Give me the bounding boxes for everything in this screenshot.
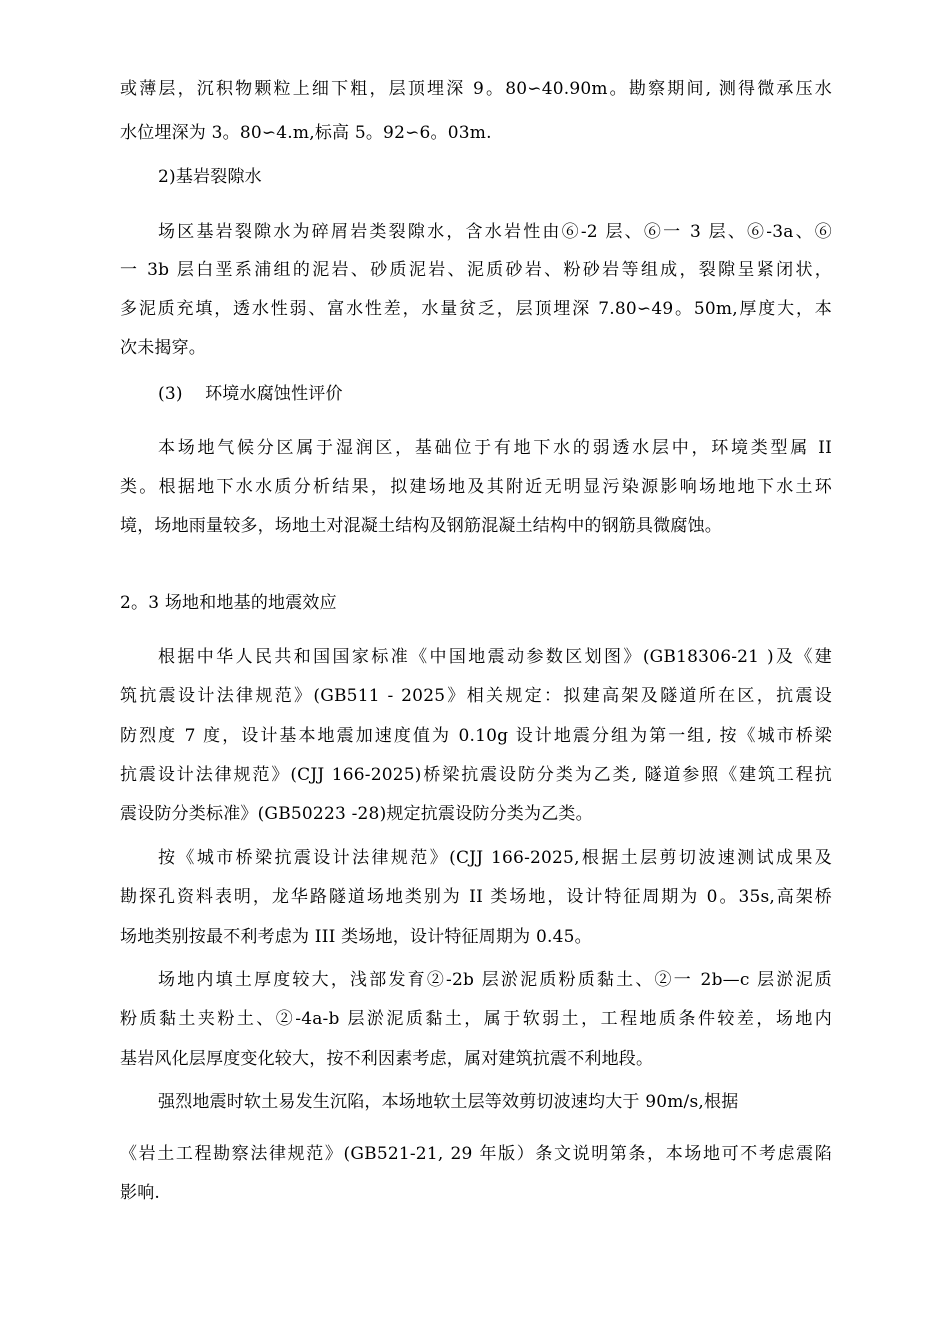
paragraph-line: 勘探孔资料表明，龙华路隧道场地类别为 II 类场地，设计特征周期为 0。35s,高架桥 (120, 887, 832, 907)
paragraph-line: 场地内填土厚度较大，浅部发育②-2b 层淤泥质粉质黏土、②一 2b—c 层淤泥质 (158, 970, 832, 990)
paragraph-line: 本场地气候分区属于湿润区，基础位于有地下水的弱透水层中，环境类型属 II (158, 438, 832, 458)
paragraph-line: 一 3b 层白垩系浦组的泥岩、砂质泥岩、泥质砂岩、粉砂岩等组成，裂隙呈紧闭状， (120, 260, 832, 280)
paragraph-line: 强烈地震时软土易发生沉陷，本场地软土层等效剪切波速均大于 90m/s,根据 (158, 1092, 739, 1112)
paragraph-line: 抗震设计法律规范》(CJJ 166-2025)桥梁抗震设防分类为乙类, 隧道参照《建筑工程抗 (120, 765, 832, 785)
section-heading: 2。3 场地和地基的地震效应 (120, 593, 337, 613)
paragraph-line: 场地类别按最不利考虑为 III 类场地，设计特征周期为 0.45。 (120, 927, 592, 947)
section-heading: 2)基岩裂隙水 (158, 167, 262, 187)
paragraph-line: 影响. (120, 1183, 161, 1203)
paragraph-line: 《岩土工程勘察法律规范》(GB521-21, 29 年版）条文说明第条，本场地可不考虑震陷 (120, 1144, 832, 1164)
paragraph-line: 筑抗震设计法律规范》(GB511 - 2025》相关规定：拟建高架及隧道所在区，抗震设 (120, 686, 832, 706)
paragraph-line: 或薄层，沉积物颗粒上细下粗，层顶埋深 9。80∽40.90m。勘察期间, 测得微承压水 (120, 79, 832, 99)
paragraph-line: 水位埋深为 3。80∽4.m,标高 5。92∽6。03m. (120, 123, 492, 143)
paragraph-line: 多泥质充填，透水性弱、富水性差，水量贫乏，层顶埋深 7.80∽49。50m,厚度大，本 (120, 299, 832, 319)
paragraph-line: 根据中华人民共和国国家标准《中国地震动参数区划图》(GB18306-21 )及《建 (158, 647, 832, 667)
section-heading: (3) 环境水腐蚀性评价 (158, 384, 343, 404)
paragraph-line: 震设防分类标准》(GB50223 -28)规定抗震设防分类为乙类。 (120, 804, 593, 824)
paragraph-line: 境，场地雨量较多，场地土对混凝土结构及钢筋混凝土结构中的钢筋具微腐蚀。 (120, 516, 722, 536)
paragraph-line: 粉质黏土夹粉土、②-4a-b 层淤泥质黏土，属于软弱土，工程地质条件较差，场地内 (120, 1009, 832, 1029)
paragraph-line: 次未揭穿。 (120, 338, 206, 358)
paragraph-line: 基岩风化层厚度变化较大，按不利因素考虑，属对建筑抗震不利地段。 (120, 1049, 654, 1069)
paragraph-line: 类。根据地下水水质分析结果，拟建场地及其附近无明显污染源影响场地地下水土环 (120, 477, 832, 497)
paragraph-line: 场区基岩裂隙水为碎屑岩类裂隙水，含水岩性由⑥-2 层、⑥一 3 层、⑥-3a、⑥ (158, 222, 832, 242)
paragraph-line: 按《城市桥梁抗震设计法律规范》(CJJ 166-2025,根据土层剪切波速测试成果及 (158, 848, 832, 868)
paragraph-line: 防烈度 7 度，设计基本地震加速度值为 0.10g 设计地震分组为第一组, 按《城市桥梁 (120, 726, 832, 746)
